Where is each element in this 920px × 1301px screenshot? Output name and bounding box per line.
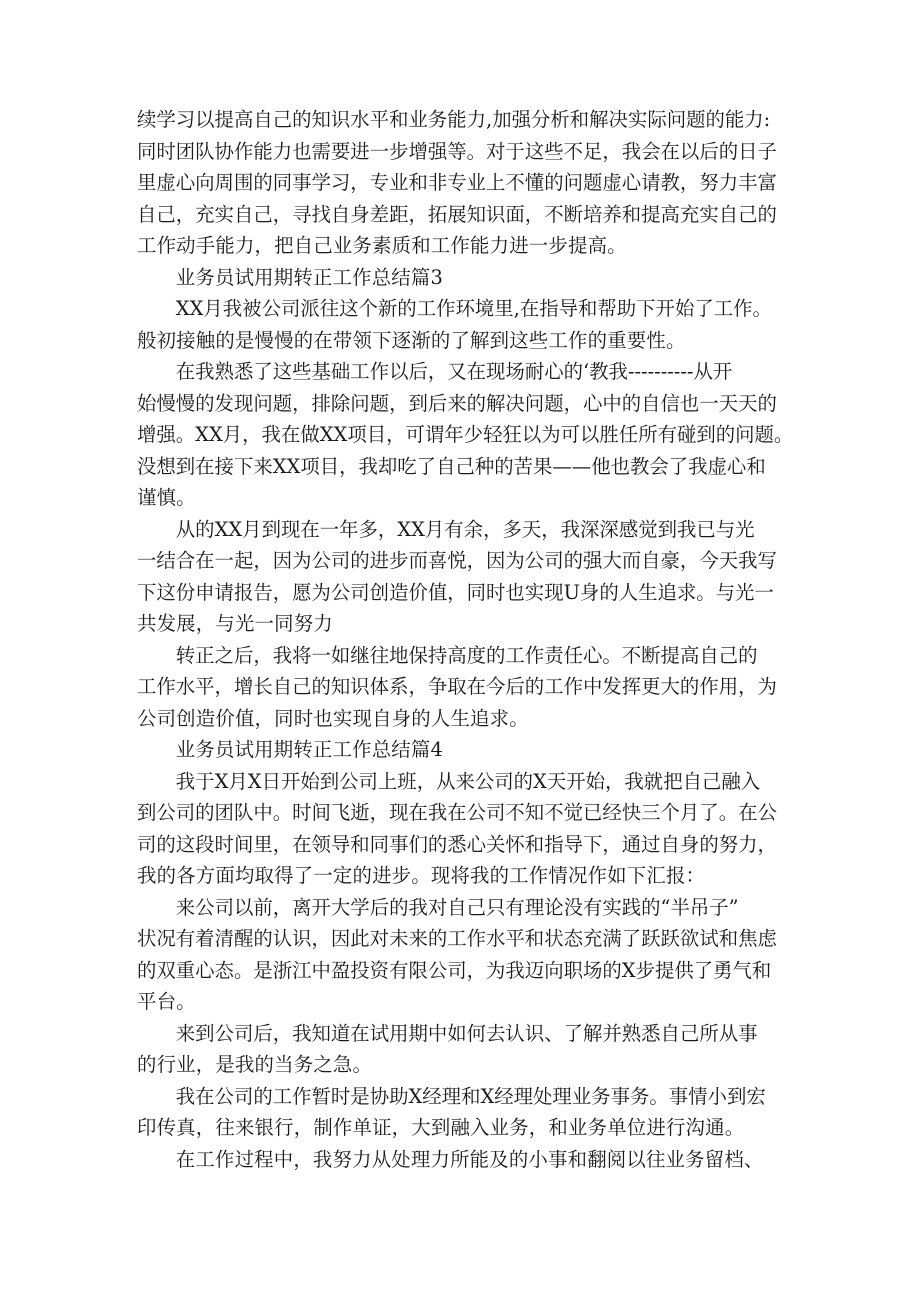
paragraph-line: 在我熟悉了这些基础工作以后，又在现场耐心的‘教我----------从开 bbox=[175, 360, 733, 383]
paragraph-line: 同时团队协作能力也需要进一步增强等。对于这些不足，我会在以后的日子 bbox=[137, 139, 777, 163]
paragraph-line: 续学习以提高自己的知识水平和业务能力,加强分析和解决实际问题的能力: bbox=[137, 108, 771, 131]
paragraph-line: 到公司的团队中。时间飞逝，现在我在公司不知不觉已经快三个月了。在公 bbox=[137, 801, 777, 824]
paragraph-line: 始慢慢的发现问题，排除问题，到后来的解决问题，心中的自信也一天天的 bbox=[137, 391, 777, 415]
paragraph-line: 来公司以前，离开大学后的我对自己只有理论没有实践的“半吊子” bbox=[175, 895, 739, 919]
paragraph-line: 的双重心态。是浙江中盈投资有限公司，为我迈向职场的X步提供了勇气和 bbox=[137, 958, 772, 982]
paragraph-line: 我的各方面均取得了一定的进步。现将我的工作情况作如下汇报： bbox=[137, 864, 706, 887]
paragraph-line: 工作水平，增长自己的知识体系，争取在今后的工作中发挥更大的作用，为 bbox=[137, 675, 777, 698]
paragraph-line: 状况有着清醒的认识，因此对未来的工作水平和状态充满了跃跃欲试和焦虑 bbox=[137, 927, 777, 950]
paragraph-line: 在工作过程中，我努力从处理力所能及的小事和翻阅以往业务留档、 bbox=[175, 1147, 764, 1171]
section-heading bbox=[137, 734, 797, 766]
paragraph-line: 的行业，是我的当务之急。 bbox=[137, 1053, 373, 1076]
heading-text: 业务员试用期转正工作总结篇4 bbox=[175, 738, 444, 761]
paragraph bbox=[137, 293, 797, 356]
paragraph-line: 我于X月X日开始到公司上班，从来公司的X天开始，我就把自己融入 bbox=[175, 769, 761, 793]
heading-text: 业务员试用期转正工作总结篇3 bbox=[175, 265, 444, 289]
paragraph-line: 增强。XX月，我在做XX项目，可谓年少轻狂以为可以胜任所有碰到的问题。 bbox=[137, 423, 794, 446]
paragraph bbox=[137, 104, 797, 262]
paragraph-line: 下这份申请报告，愿为公司创造价值，同时也实现U身的人生追求。与光一 bbox=[137, 580, 774, 604]
paragraph-line: 从的XX月到现在一年多，XX月有余，多天，我深深感觉到我已与光 bbox=[175, 517, 755, 541]
paragraph bbox=[137, 1144, 797, 1176]
paragraph bbox=[137, 1018, 797, 1081]
paragraph bbox=[137, 640, 797, 735]
paragraph bbox=[137, 1081, 797, 1144]
paragraph bbox=[137, 514, 797, 640]
paragraph bbox=[137, 766, 797, 892]
paragraph-line: 谨慎。 bbox=[137, 486, 196, 509]
paragraph-line: XX月我被公司派往这个新的工作环境里,在指导和帮助下开始了工作。 bbox=[175, 297, 772, 320]
section-heading bbox=[137, 262, 797, 294]
paragraph bbox=[137, 892, 797, 1018]
paragraph-line: 公司创造价值，同时也实现自身的人生追求。 bbox=[137, 706, 529, 730]
paragraph-line: 里虚心向周围的同事学习，专业和非专业上不懂的问题虚心请教，努力丰富 bbox=[137, 171, 777, 194]
paragraph-line: 我在公司的工作暂时是协助X经理和X经理处理业务事务。事情小到宏 bbox=[175, 1084, 766, 1108]
paragraph-line: 般初接触的是慢慢的在带领下逐渐的了解到这些工作的重要性。 bbox=[137, 328, 686, 352]
paragraph-line: 共发展，与光一同努力 bbox=[137, 612, 333, 635]
paragraph-line: 工作动手能力，把自己业务素质和工作能力进一步提高。 bbox=[137, 234, 627, 257]
paragraph-line: 印传真，往来银行，制作单证，大到融入业务，和业务单位进行沟通。 bbox=[137, 1116, 745, 1139]
paragraph-line: 一结合在一起，因为公司的进步而喜悦，因为公司的强大而自豪，今天我写 bbox=[137, 549, 777, 572]
paragraph-line: 来到公司后，我知道在试用期中如何去认识、了解并熟悉自己所从事 bbox=[175, 1021, 758, 1045]
paragraph-line: 平台。 bbox=[137, 990, 196, 1013]
paragraph-line: 自己，充实自己，寻找自身差距，拓展知识面，不断培养和提高充实自己的 bbox=[137, 202, 777, 226]
paragraph-line: 转正之后，我将一如继往地保持高度的工作责任心。不断提高自己的 bbox=[175, 643, 758, 667]
paragraph-line: 司的这段时间里，在领导和同事们的悉心关怀和指导下，通过自身的努力， bbox=[137, 832, 777, 856]
document-page bbox=[137, 104, 797, 1175]
paragraph-line: 没想到在接下来XX项目，我却吃了自己种的苦果——他也教会了我虚心和 bbox=[137, 454, 766, 478]
paragraph bbox=[137, 356, 797, 514]
